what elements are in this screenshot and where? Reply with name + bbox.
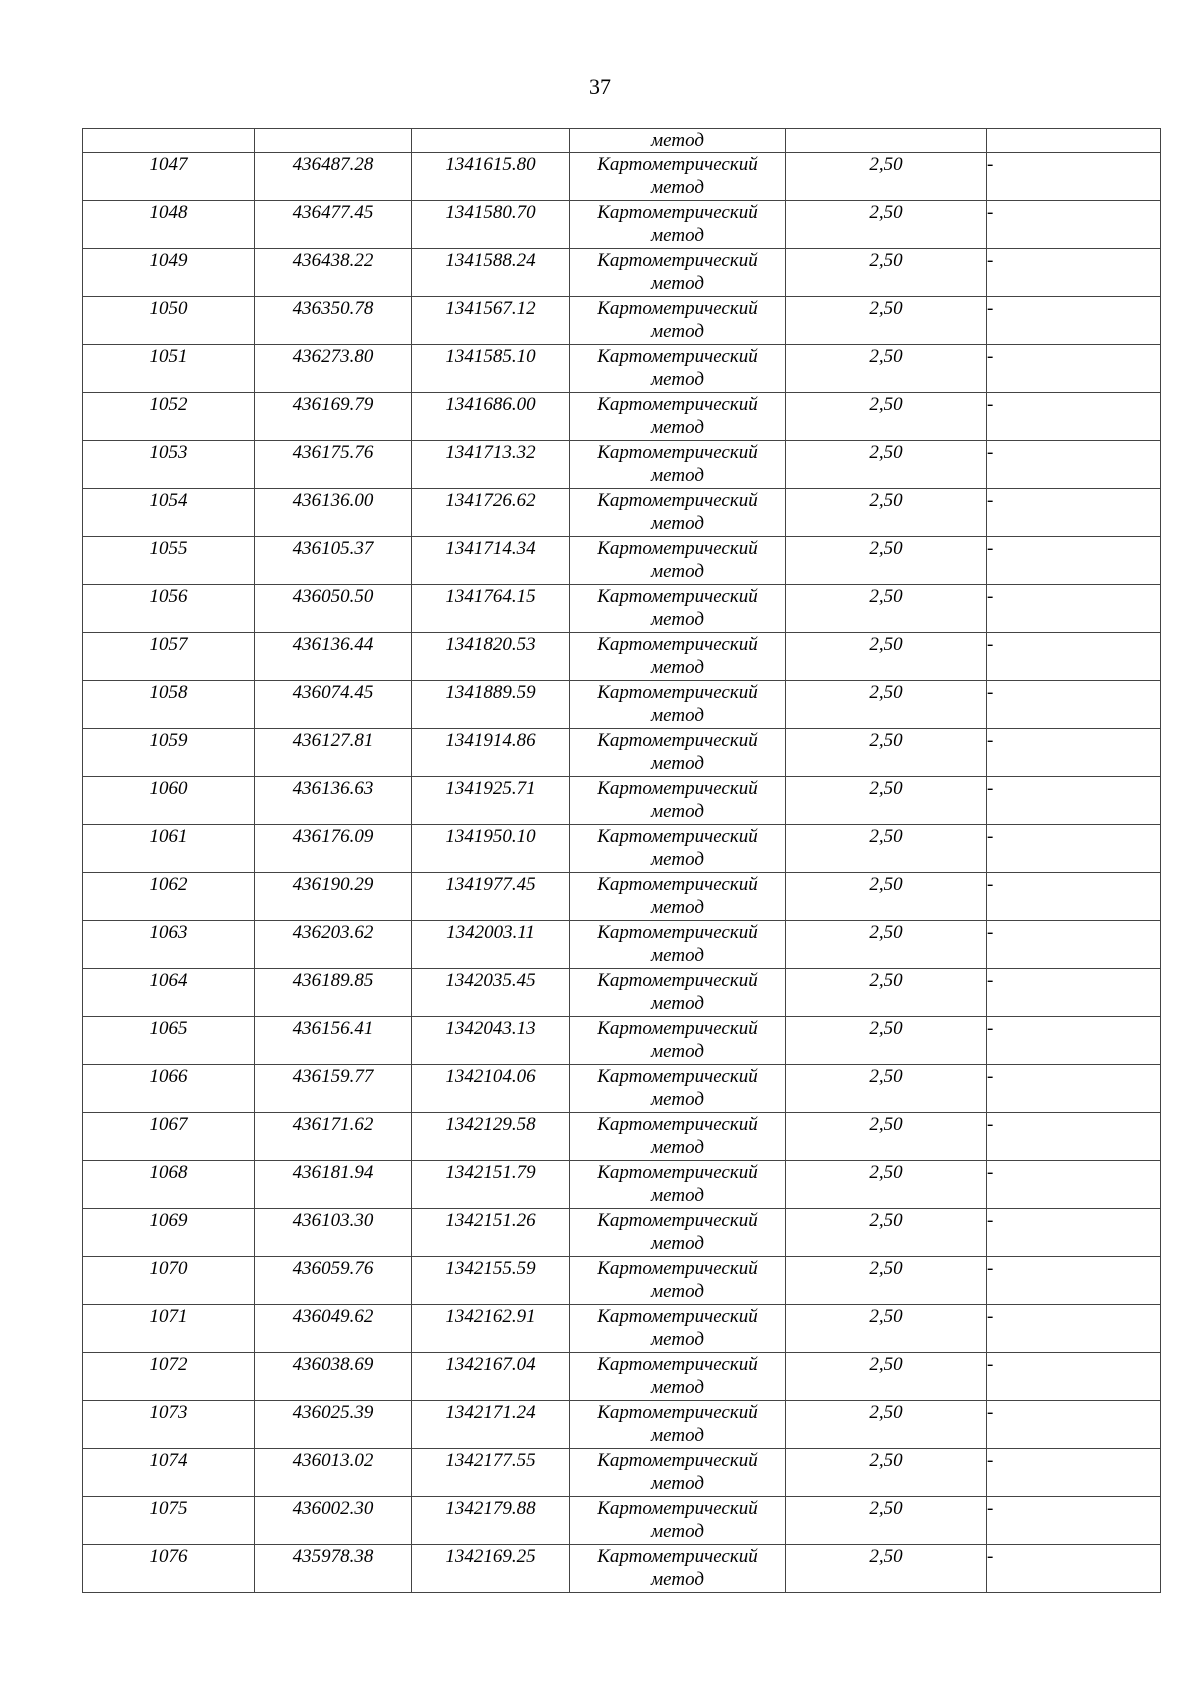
method-line1: Картометрический <box>597 490 758 511</box>
cell-y: 1341977.45 <box>412 873 570 921</box>
cell-method <box>570 489 786 537</box>
cell-note: - <box>987 297 1161 345</box>
coordinates-table <box>82 128 1161 1593</box>
cell-x: 436189.85 <box>255 969 412 1017</box>
cell-note: - <box>987 1113 1161 1161</box>
cell-y: 1341764.15 <box>412 585 570 633</box>
cell-method <box>570 873 786 921</box>
cell-note: - <box>987 153 1161 201</box>
method-line2: метод <box>651 1377 704 1398</box>
cell-num: 1076 <box>83 1545 255 1593</box>
cell-x: 436487.28 <box>255 153 412 201</box>
method-line2: метод <box>651 753 704 774</box>
cell-accuracy: 2,50 <box>786 1449 987 1497</box>
table-row <box>83 825 1161 873</box>
cell-note: - <box>987 825 1161 873</box>
method-line1: Картометрический <box>597 826 758 847</box>
cell-method <box>570 153 786 201</box>
cell-x: 436181.94 <box>255 1161 412 1209</box>
cell-method <box>570 201 786 249</box>
cell-y: 1341585.10 <box>412 345 570 393</box>
coordinates-table-body <box>83 129 1161 1593</box>
cell-accuracy: 2,50 <box>786 1545 987 1593</box>
cell-note: - <box>987 1209 1161 1257</box>
cell-x: 436059.76 <box>255 1257 412 1305</box>
method-line2: метод <box>651 945 704 966</box>
table-row <box>83 969 1161 1017</box>
cell-method <box>570 393 786 441</box>
cell-x: 436127.81 <box>255 729 412 777</box>
cell-note: - <box>987 249 1161 297</box>
cell-num: 1062 <box>83 873 255 921</box>
cell-note: - <box>987 1305 1161 1353</box>
method-line2: метод <box>651 513 704 534</box>
cell-method <box>570 441 786 489</box>
cell-y: 1342177.55 <box>412 1449 570 1497</box>
method-line2: метод <box>651 561 704 582</box>
cell-num: 1061 <box>83 825 255 873</box>
cell-num: 1069 <box>83 1209 255 1257</box>
table-row <box>83 1545 1161 1593</box>
method-line2: метод <box>651 1233 704 1254</box>
cell-y: 1342035.45 <box>412 969 570 1017</box>
method-line2: метод <box>651 321 704 342</box>
cell-note: - <box>987 1161 1161 1209</box>
cell-accuracy: 2,50 <box>786 825 987 873</box>
cell-note: - <box>987 873 1161 921</box>
cell-note: - <box>987 969 1161 1017</box>
method-line1: Картометрический <box>597 1306 758 1327</box>
cell-method <box>570 1257 786 1305</box>
method-line2: метод <box>651 273 704 294</box>
cell-y: 1342155.59 <box>412 1257 570 1305</box>
method-line1: Картометрический <box>597 1258 758 1279</box>
table-row <box>83 345 1161 393</box>
table-row <box>83 585 1161 633</box>
method-line1: Картометрический <box>597 874 758 895</box>
cell-note: - <box>987 1449 1161 1497</box>
method-line2: метод <box>651 993 704 1014</box>
method-line2: метод <box>651 417 704 438</box>
method-line1: Картометрический <box>597 1162 758 1183</box>
cell-method <box>570 297 786 345</box>
cell-x: 436175.76 <box>255 441 412 489</box>
cell-x: 436171.62 <box>255 1113 412 1161</box>
cell-accuracy: 2,50 <box>786 1257 987 1305</box>
cell-y: 1342151.79 <box>412 1161 570 1209</box>
table-row <box>83 1401 1161 1449</box>
cell-num: 1057 <box>83 633 255 681</box>
cell-x: 436273.80 <box>255 345 412 393</box>
cell-y: 1342104.06 <box>412 1065 570 1113</box>
cell-y: 1342167.04 <box>412 1353 570 1401</box>
cell-method <box>570 1209 786 1257</box>
method-line1: Картометрический <box>597 1018 758 1039</box>
cell-x: 436438.22 <box>255 249 412 297</box>
cell-method <box>570 1113 786 1161</box>
cell-num: 1053 <box>83 441 255 489</box>
method-line2: метод <box>651 465 704 486</box>
cell-method <box>570 777 786 825</box>
method-line1: Картометрический <box>597 250 758 271</box>
cell-num: 1047 <box>83 153 255 201</box>
cell-accuracy: 2,50 <box>786 537 987 585</box>
cell-method <box>570 1305 786 1353</box>
cell-num: 1072 <box>83 1353 255 1401</box>
cell-accuracy: 2,50 <box>786 681 987 729</box>
cell-method <box>570 969 786 1017</box>
method-line1: Картометрический <box>597 634 758 655</box>
cell-num: 1073 <box>83 1401 255 1449</box>
cell-x: 436477.45 <box>255 201 412 249</box>
cell-note: - <box>987 345 1161 393</box>
cell-num: 1075 <box>83 1497 255 1545</box>
table-row <box>83 1257 1161 1305</box>
cell-note: - <box>987 1257 1161 1305</box>
cell-num: 1074 <box>83 1449 255 1497</box>
method-line2: метод <box>651 1089 704 1110</box>
cell-method <box>570 1449 786 1497</box>
method-line1: Картометрический <box>597 1450 758 1471</box>
method-line1: Картометрический <box>597 1114 758 1135</box>
cell-accuracy: 2,50 <box>786 1113 987 1161</box>
method-line1: Картометрический <box>597 346 758 367</box>
table-row <box>83 1017 1161 1065</box>
cell-accuracy: 2,50 <box>786 153 987 201</box>
table-row <box>83 393 1161 441</box>
cell-y: 1342169.25 <box>412 1545 570 1593</box>
cell-x: 436136.63 <box>255 777 412 825</box>
cell-y: 1341580.70 <box>412 201 570 249</box>
table-row <box>83 297 1161 345</box>
method-line1: Картометрический <box>597 298 758 319</box>
method-line2: метод <box>651 177 704 198</box>
table-row <box>83 873 1161 921</box>
cell-x: 436136.00 <box>255 489 412 537</box>
table-row <box>83 633 1161 681</box>
cell-method <box>570 825 786 873</box>
cell-y: 1342179.88 <box>412 1497 570 1545</box>
cell-accuracy: 2,50 <box>786 201 987 249</box>
cell-y: 1342129.58 <box>412 1113 570 1161</box>
cell-accuracy: 2,50 <box>786 441 987 489</box>
method-line2: метод <box>651 1425 704 1446</box>
method-line1: Картометрический <box>597 1210 758 1231</box>
method-line2: метод <box>651 1329 704 1350</box>
cell-x: 436156.41 <box>255 1017 412 1065</box>
table-row <box>83 681 1161 729</box>
method-line1: Картометрический <box>597 202 758 223</box>
cell-accuracy: 2,50 <box>786 1497 987 1545</box>
cell-x: 436176.09 <box>255 825 412 873</box>
cell-note: - <box>987 585 1161 633</box>
cell-accuracy: 2,50 <box>786 729 987 777</box>
cell-accuracy: 2,50 <box>786 489 987 537</box>
table-row <box>83 1065 1161 1113</box>
method-line1: Картометрический <box>597 922 758 943</box>
cell-y: 1341925.71 <box>412 777 570 825</box>
cell-y: 1341686.00 <box>412 393 570 441</box>
cell-x: 436049.62 <box>255 1305 412 1353</box>
method-line2: метод <box>651 1521 704 1542</box>
table-row <box>83 153 1161 201</box>
method-line1: Картометрический <box>597 442 758 463</box>
method-line2: метод <box>651 849 704 870</box>
cell-x <box>255 129 412 153</box>
table-row <box>83 1209 1161 1257</box>
table-row <box>83 1305 1161 1353</box>
cell-x: 436025.39 <box>255 1401 412 1449</box>
table-row <box>83 1497 1161 1545</box>
cell-method <box>570 1545 786 1593</box>
cell-y: 1342151.26 <box>412 1209 570 1257</box>
method-line2: метод <box>651 1041 704 1062</box>
cell-method: метод <box>570 129 786 153</box>
method-line1: Картометрический <box>597 1498 758 1519</box>
cell-y: 1341567.12 <box>412 297 570 345</box>
cell-num: 1066 <box>83 1065 255 1113</box>
cell-note: - <box>987 1497 1161 1545</box>
cell-y: 1341726.62 <box>412 489 570 537</box>
cell-accuracy: 2,50 <box>786 1161 987 1209</box>
table-row <box>83 921 1161 969</box>
table-row <box>83 201 1161 249</box>
cell-x: 436038.69 <box>255 1353 412 1401</box>
method-line1: Картометрический <box>597 154 758 175</box>
cell-method <box>570 921 786 969</box>
table-row <box>83 729 1161 777</box>
cell-accuracy: 2,50 <box>786 1353 987 1401</box>
cell-x: 436074.45 <box>255 681 412 729</box>
cell-y: 1342171.24 <box>412 1401 570 1449</box>
method-line2: метод <box>651 369 704 390</box>
method-line2: метод <box>651 1569 704 1590</box>
cell-accuracy: 2,50 <box>786 1065 987 1113</box>
cell-num: 1059 <box>83 729 255 777</box>
cell-x: 436350.78 <box>255 297 412 345</box>
cell-accuracy: 2,50 <box>786 633 987 681</box>
method-line2: метод <box>651 609 704 630</box>
cell-x: 436169.79 <box>255 393 412 441</box>
table-row <box>83 489 1161 537</box>
table-row <box>83 441 1161 489</box>
method-line2: метод <box>651 705 704 726</box>
cell-method <box>570 1401 786 1449</box>
cell-num: 1052 <box>83 393 255 441</box>
cell-note: - <box>987 1017 1161 1065</box>
cell-accuracy: 2,50 <box>786 873 987 921</box>
method-line1: Картометрический <box>597 394 758 415</box>
method-line1: Картометрический <box>597 586 758 607</box>
method-line2: метод <box>651 1473 704 1494</box>
method-line2: метод <box>651 657 704 678</box>
cell-y: 1341714.34 <box>412 537 570 585</box>
cell-method <box>570 1353 786 1401</box>
cell-num: 1068 <box>83 1161 255 1209</box>
table-row <box>83 1161 1161 1209</box>
cell-accuracy: 2,50 <box>786 585 987 633</box>
cell-x: 436050.50 <box>255 585 412 633</box>
cell-note: - <box>987 1065 1161 1113</box>
cell-method <box>570 1161 786 1209</box>
cell-y <box>412 129 570 153</box>
cell-num: 1048 <box>83 201 255 249</box>
table-row <box>83 249 1161 297</box>
cell-note: - <box>987 921 1161 969</box>
table-row <box>83 537 1161 585</box>
cell-note: - <box>987 393 1161 441</box>
cell-accuracy: 2,50 <box>786 1305 987 1353</box>
method-line2: метод <box>651 1137 704 1158</box>
cell-y: 1341713.32 <box>412 441 570 489</box>
method-line2: метод <box>651 897 704 918</box>
cell-y: 1341820.53 <box>412 633 570 681</box>
method-line1: Картометрический <box>597 1066 758 1087</box>
cell-accuracy: 2,50 <box>786 921 987 969</box>
method-line1: Картометрический <box>597 970 758 991</box>
method-line1: Картометрический <box>597 538 758 559</box>
cell-x: 436013.02 <box>255 1449 412 1497</box>
cell-num: 1060 <box>83 777 255 825</box>
cell-y: 1342043.13 <box>412 1017 570 1065</box>
cell-accuracy: 2,50 <box>786 1401 987 1449</box>
cell-num: 1051 <box>83 345 255 393</box>
table-row <box>83 1353 1161 1401</box>
cell-accuracy: 2,50 <box>786 777 987 825</box>
cell-accuracy: 2,50 <box>786 1017 987 1065</box>
cell-num: 1067 <box>83 1113 255 1161</box>
cell-x: 436105.37 <box>255 537 412 585</box>
table-row <box>83 777 1161 825</box>
cell-method <box>570 1017 786 1065</box>
cell-num: 1063 <box>83 921 255 969</box>
method-line2: метод <box>651 225 704 246</box>
cell-note: - <box>987 729 1161 777</box>
cell-x: 436136.44 <box>255 633 412 681</box>
cell-method <box>570 249 786 297</box>
cell-note <box>987 129 1161 153</box>
method-line2: метод <box>651 801 704 822</box>
cell-y: 1341914.86 <box>412 729 570 777</box>
cell-num: 1071 <box>83 1305 255 1353</box>
cell-accuracy: 2,50 <box>786 969 987 1017</box>
cell-num: 1065 <box>83 1017 255 1065</box>
cell-note: - <box>987 441 1161 489</box>
cell-note: - <box>987 1401 1161 1449</box>
cell-accuracy: 2,50 <box>786 249 987 297</box>
cell-accuracy: 2,50 <box>786 345 987 393</box>
cell-note: - <box>987 681 1161 729</box>
continuation-row <box>83 129 1161 153</box>
cell-note: - <box>987 777 1161 825</box>
cell-x: 435978.38 <box>255 1545 412 1593</box>
cell-x: 436002.30 <box>255 1497 412 1545</box>
cell-num: 1055 <box>83 537 255 585</box>
cell-y: 1342162.91 <box>412 1305 570 1353</box>
cell-note: - <box>987 1545 1161 1593</box>
method-line2: метод <box>651 1185 704 1206</box>
cell-num: 1064 <box>83 969 255 1017</box>
cell-method <box>570 681 786 729</box>
cell-note: - <box>987 489 1161 537</box>
cell-note: - <box>987 201 1161 249</box>
cell-method <box>570 729 786 777</box>
cell-accuracy: 2,50 <box>786 297 987 345</box>
cell-x: 436159.77 <box>255 1065 412 1113</box>
cell-method <box>570 345 786 393</box>
cell-num: 1049 <box>83 249 255 297</box>
method-line1: Картометрический <box>597 730 758 751</box>
cell-method <box>570 1065 786 1113</box>
cell-method <box>570 1497 786 1545</box>
cell-num: 1056 <box>83 585 255 633</box>
cell-accuracy: 2,50 <box>786 1209 987 1257</box>
method-line1: Картометрический <box>597 1402 758 1423</box>
cell-num: 1070 <box>83 1257 255 1305</box>
method-line1: Картометрический <box>597 778 758 799</box>
cell-method <box>570 633 786 681</box>
cell-y: 1341950.10 <box>412 825 570 873</box>
cell-y: 1341588.24 <box>412 249 570 297</box>
cell-method <box>570 537 786 585</box>
cell-note: - <box>987 633 1161 681</box>
cell-x: 436203.62 <box>255 921 412 969</box>
table-row <box>83 1449 1161 1497</box>
cell-num: 1050 <box>83 297 255 345</box>
page-number: 37 <box>589 74 611 99</box>
cell-x: 436103.30 <box>255 1209 412 1257</box>
cell-num <box>83 129 255 153</box>
cell-num: 1058 <box>83 681 255 729</box>
cell-x: 436190.29 <box>255 873 412 921</box>
cell-accuracy: 2,50 <box>786 393 987 441</box>
method-line1: Картометрический <box>597 682 758 703</box>
table-row <box>83 1113 1161 1161</box>
cell-y: 1341889.59 <box>412 681 570 729</box>
cell-note: - <box>987 537 1161 585</box>
cell-accuracy <box>786 129 987 153</box>
cell-num: 1054 <box>83 489 255 537</box>
method-line1: Картометрический <box>597 1546 758 1567</box>
cell-y: 1341615.80 <box>412 153 570 201</box>
cell-method <box>570 585 786 633</box>
cell-note: - <box>987 1353 1161 1401</box>
cell-y: 1342003.11 <box>412 921 570 969</box>
method-line2: метод <box>651 1281 704 1302</box>
method-line1: Картометрический <box>597 1354 758 1375</box>
